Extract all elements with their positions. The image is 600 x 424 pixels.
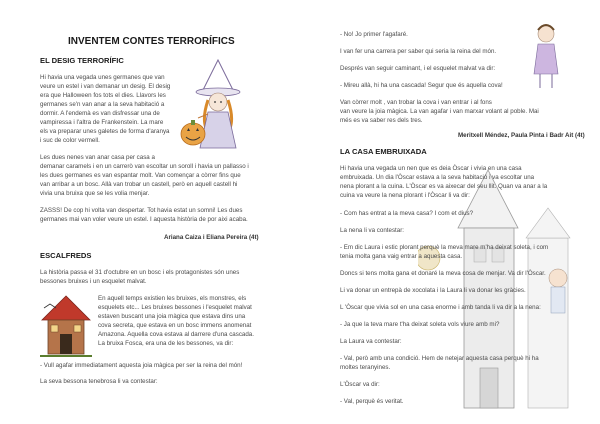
text-line: - Vull agafar immediatament aquesta joia màgica per ser la reina del món! [40, 362, 243, 369]
text-line: Van còrrer molt , van trobar la cova i van entrar i al fons [340, 99, 492, 106]
text-line: van arribar a un bosc. Allà van trobar un castell, però en aquell castell hi [40, 181, 238, 188]
girl-illustration [526, 20, 566, 92]
text-line: esquelets etc... Les bruixes bessones i l'esquelet malvat [98, 304, 252, 311]
text-line: ZASSS! De cop hi volta van despertar. Tot havia estat un somni! Les dues [40, 207, 243, 214]
text-line: bessones bruixes i un esquelet malvat. [40, 278, 147, 285]
text-line: embruixada. Un dia l'Òscar estava a la seva habitació i va escoltar una [340, 174, 535, 181]
story1-signature: Ariana Caiza i Eliana Pereira (4t) [164, 234, 259, 241]
text-line: vivia una bruixa que se les volia menjar. [40, 190, 150, 197]
text-line: nena plorant a la cuina. L'Òscar es va aixecar del seu llit. Quan va anar a la [340, 183, 548, 190]
text-line: En aquell temps existien les bruixes, els monstres, els [98, 295, 247, 302]
text-line: La bruixa Fosca, era una de les bessones, va dir: [98, 340, 234, 347]
text-line: - Em dic Laura i estic plorant perquè la meva mare m'ha deixat soleta, i com [340, 244, 549, 251]
text-line: dormir. A l'endemà es van disfressar una de [40, 110, 160, 117]
text-line: van veure la joia màgica. La van agafar i van marxar volant al poble. Mai [340, 108, 539, 115]
text-line: estaven buscant una joia màgica que estava dins una [98, 313, 246, 320]
text-line: els va preparar unes galetes de forma d'aranya [40, 128, 170, 135]
text-line: Després van seguir caminant, i el esquelet malvat va dir: [340, 65, 496, 72]
text-line: Amazona. Aquella cova estava al darrere d'una cascada. [98, 331, 254, 338]
story1-heading: EL DESIG TERRORÍFIC [40, 56, 124, 65]
text-line: La Laura va contestar: [340, 338, 402, 345]
text-line: cuina va veure la nena plorant i l'Òscar li va dir: [340, 192, 470, 199]
text-line: Doncs si tens molta gana et donaré la meva cosa de menjar. Va dir l'Òscar. [340, 270, 546, 277]
right-page [300, 0, 600, 424]
text-line: - Ja que la teva mare t'ha deixat soleta vols viure amb mi? [340, 321, 500, 328]
page-title: INVENTEM CONTES TERRORÍFICS [68, 36, 235, 47]
text-line: La història passa el 31 d'octubre en un bosc i els protagonistes són unes [40, 269, 240, 276]
text-line: Hi havia una vegada un nen que es deia Òscar i vivia en una casa [340, 165, 522, 172]
text-line: Li va donar un entrepà de xocolata i la Laura li va donar les gràcies. [340, 287, 526, 294]
text-line: veure un estel i van demanar un desig. El desig [40, 83, 171, 90]
text-line: germanes se'n van anar a la seva habitació a [40, 101, 165, 108]
text-line: Hi havia una vegada unes germanes que van [40, 74, 165, 81]
story2-signature: Meritxell Méndez, Paula Pinta i Badr Ait (4t) [458, 132, 585, 139]
text-line: cova secreta, que estava en un bosc immens anomenat [98, 322, 252, 329]
text-line: I van fer una carrera per saber qui seria la reina del món. [340, 48, 497, 55]
text-line: demanar caramels i en un carrerò van escoltar un soroll i havia un pallasso i [40, 163, 249, 170]
text-line: moltes teranyines. [340, 364, 391, 371]
text-line: era que Halloween fos tots el dies. Llavors les [40, 92, 166, 99]
text-line: L 'Òscar que vivia sol en una casa enorme i amb tanda li va dir a la nena: [340, 304, 541, 311]
text-line: més es va saber res dels tres. [340, 117, 423, 124]
story2-heading: ESCALFREDS [40, 251, 92, 260]
text-line: i suc de color vermell. [40, 137, 100, 144]
text-line: - No! Jo primer l'agafaré. [340, 31, 408, 38]
text-line: - Com has entrat a la meva casa? I com et dius? [340, 210, 474, 217]
text-line: L'Òscar va dir: [340, 381, 380, 388]
text-line: tenia molta gana vaig entrar a aquesta casa. [340, 253, 463, 260]
story3-heading: LA CASA EMBRUIXADA [340, 147, 427, 156]
pumpkin-illustration [178, 112, 208, 148]
text-line: - Val, però amb una condició. Hem de netejar aquesta casa perquè hi ha [340, 355, 539, 362]
text-line: - Val, perquè és veritat. [340, 398, 404, 405]
haunted-house-illustration [40, 294, 92, 358]
text-line: La nena li va contestar: [340, 227, 404, 234]
text-line: Les dues nenes van anar casa per casa a [40, 154, 155, 161]
text-line: vampiressa i l'altra de Frankenstein. La mare [40, 119, 164, 126]
text-line: les dues germanes es van espantar molt. Van començar a còrrer fins que [40, 172, 241, 179]
text-line: - Mireu allà, hi ha una cascada! Segur que és aquella cova! [340, 82, 503, 89]
text-line: La seva bessona tenebrosa li va contestar: [40, 378, 158, 385]
text-line: germanes mai van voler veure un estel. I aquesta història de por aixi acaba. [40, 216, 248, 223]
